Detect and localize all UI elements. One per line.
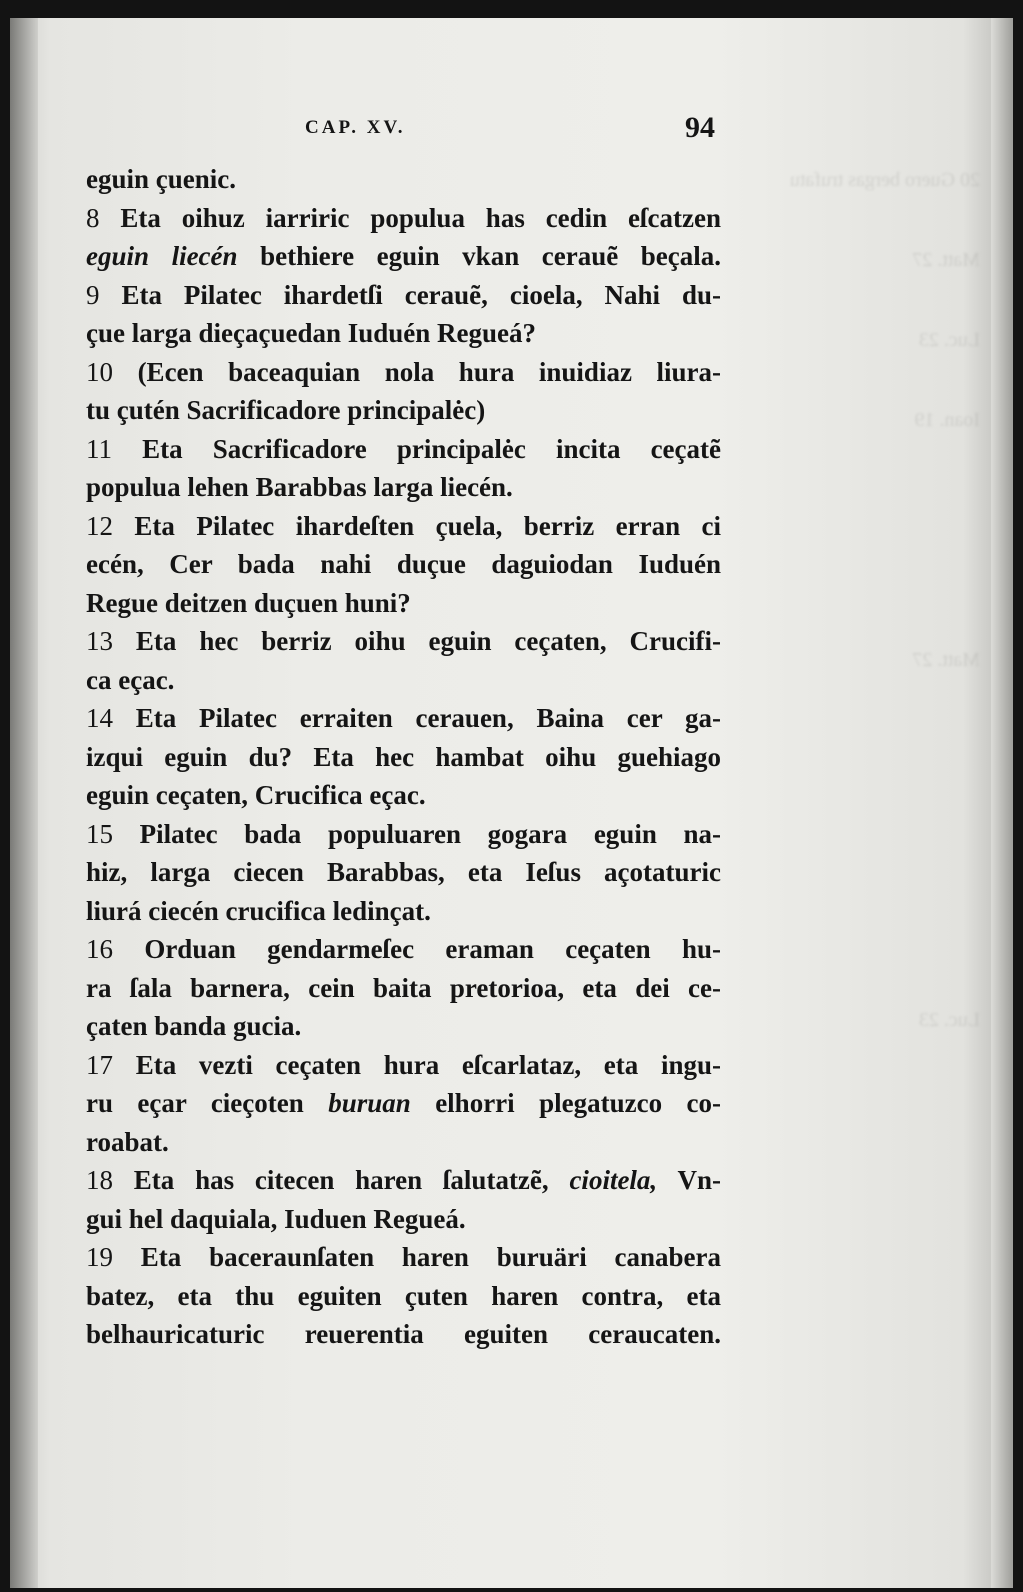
line-text: (Ecen baceaquian nola hura inuidiaz liura- [113,356,721,387]
line-text: çue larga dieçaçuedan Iuduén Regueá? [86,318,537,348]
verse-number: 11 [86,433,112,464]
text-line [86,1046,721,1085]
verse-number: 15 [86,818,113,849]
line-text: bethiere eguin vkan cerauẽ beçala. [237,241,721,271]
text-line [86,738,721,777]
text-line [86,853,721,892]
line-text: izqui eguin du? Eta hec hambat oihu guehiago [86,741,721,772]
binding-gutter [10,18,38,1588]
verse-number: 8 [86,202,100,233]
line-text: batez, eta thu eguiten çuten haren contra, eta [86,1280,721,1311]
text-line [86,699,721,738]
text-line [86,1007,721,1046]
text-line [86,969,721,1008]
text-line [86,1200,721,1239]
line-text: Eta vezti ceçaten hura eſcarlataz, eta ingu- [113,1049,721,1080]
text-line [86,1238,721,1277]
line-text: elhorri plegatuzco co- [410,1088,721,1118]
text-line [86,1084,721,1123]
line-text: hiz, larga ciecen Barabbas, eta Ieſus açotaturic [86,857,721,887]
line-text: roabat. [86,1126,169,1157]
line-text: ecén, Cer bada nahi duçue daguiodan Iuduén [86,549,721,579]
text-line [86,545,721,584]
text-line [86,1123,721,1162]
line-text: Eta hec berriz oihu eguin ceçaten, Crucifi- [113,626,721,656]
text-line [86,661,721,700]
line-text: tu çutén Sacrificadore principalėc) [86,395,486,425]
line-text: Eta oihuz iarriric populua has cedin eſcatzen [99,202,721,233]
verse-number: 9 [86,279,100,310]
text-line [86,1161,721,1200]
line-text: eguin ceçaten, Crucifica eçac. [86,780,426,810]
text-line [86,892,721,931]
text-line [86,160,721,199]
page-fore-edge [991,18,1013,1588]
line-text: belhauricaturic reuerentia eguiten ceraucaten. [86,1319,721,1349]
line-text: Eta Pilatec ihardetſi cerauẽ, cioela, Nahi du- [99,279,721,310]
line-text: Eta Pilatec ihardeſten çuela, berriz erran ci [113,510,721,541]
line-text: Orduan gendarmeſec eraman ceçaten hu- [113,934,721,964]
text-line [86,353,721,392]
line-text: ra ſala barnera, cein baita pretorioa, eta dei ce- [86,972,721,1003]
italic-text: cioitela, [569,1165,658,1195]
line-text: Eta has citecen haren ſalutatzẽ, [113,1165,570,1195]
text-line [86,1277,721,1316]
page-header [305,108,715,148]
text-line [86,622,721,661]
verse-number: 13 [86,626,113,656]
text-line [86,314,721,353]
verse-number: 10 [86,356,113,387]
verse-number: 16 [86,934,113,964]
text-line [86,776,721,815]
running-head: CAP. XV. [305,117,406,138]
verse-number: 12 [86,510,113,541]
text-line [86,237,721,276]
italic-text: eguin liecén [86,241,238,271]
text-line [86,391,721,430]
line-text: Eta Sacrificadore principalėc incita ceçatẽ [112,433,721,464]
line-text: gui hel daquiala, Iuduen Regueá. [86,1203,466,1234]
line-text: Eta baceraunſaten haren buruäri canabera [113,1242,721,1272]
line-text: Regue deitzen duçuen huni? [86,587,411,618]
text-line [86,930,721,969]
text-line [86,815,721,854]
page-number: 94 [685,111,715,144]
text-line [86,430,721,469]
italic-text: buruan [328,1088,411,1118]
line-text: Eta Pilatec erraiten cerauen, Baina cer ga- [113,703,721,733]
body-text [86,160,721,1354]
verse-number: 14 [86,703,113,733]
line-text: ru eçar cieçoten [86,1088,329,1118]
text-line [86,199,721,238]
line-text: eguin çuenic. [86,164,237,194]
text-line [86,584,721,623]
text-line [86,468,721,507]
text-line [86,276,721,315]
verse-number: 18 [86,1165,113,1195]
text-line [86,507,721,546]
line-text: çaten banda gucia. [86,1011,302,1041]
show-through-from-reverse-page: 20 Guero bergas trufatu Matt. 27 Luc. 23 Ioan. 19 Matt. 27 Luc. 23 [789,169,980,1031]
line-text: Vn- [657,1165,721,1195]
verse-number: 19 [86,1242,113,1272]
line-text: populua lehen Barabbas larga liecén. [86,472,513,502]
line-text: ca eçac. [86,664,175,695]
line-text: liurá ciecén crucifica ledinçat. [86,895,431,926]
verse-number: 17 [86,1049,113,1080]
line-text: Pilatec bada populuaren gogara eguin na- [113,818,721,849]
text-line [86,1315,721,1354]
